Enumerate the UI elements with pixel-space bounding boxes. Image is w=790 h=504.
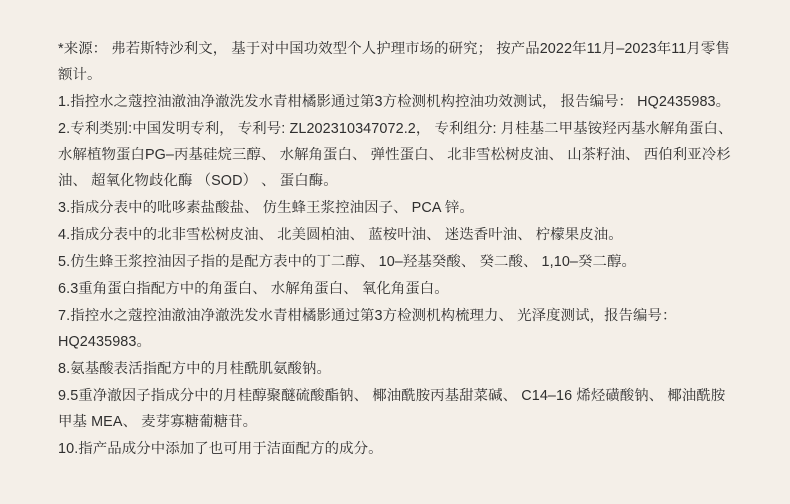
disclaimer-list xyxy=(58,36,736,462)
list-item: *来源： 弗若斯特沙利文， 基于对中国功效型个人护理市场的研究； 按产品2022年11月–2023年11月零售额计。 xyxy=(58,41,730,83)
list-item: 5.仿生蜂王浆控油因子指的是配方表中的丁二醇、 10–羟基癸酸、 癸二酸、 1,10–癸二醇。 xyxy=(58,254,637,270)
list-item: 2.专利类别:中国发明专利， 专利号: ZL202310347072.2， 专利组分: 月桂基二甲基铵羟丙基水解角蛋白、 水解植物蛋白PG–丙基硅烷三醇、 水解角蛋白、 弹性蛋白、 北非雪松树皮油、 山茶籽油、 西伯利亚冷杉油、 超氧化物歧化酶 （SOD） 、 蛋白酶。 xyxy=(58,121,733,189)
list-item: 7.指控水之蔻控油澈油净澈洗发水青柑橘影通过第3方检测机构梳理力、 光泽度测试，报告编号： HQ2435983。 xyxy=(58,308,677,350)
list-item: 1.指控水之蔻控油澈油净澈洗发水青柑橘影通过第3方检测机构控油功效测试， 报告编号： HQ2435983。 xyxy=(58,94,731,110)
list-item: 4.指成分表中的北非雪松树皮油、 北美圆柏油、 蓝桉叶油、 迷迭香叶油、 柠檬果皮油。 xyxy=(58,227,623,243)
list-item: 6.3重角蛋白指配方中的角蛋白、 水解角蛋白、 氧化角蛋白。 xyxy=(58,281,449,297)
list-item: 9.5重净澈因子指成分中的月桂醇聚醚硫酸酯钠、 椰油酰胺丙基甜菜碱、 C14–16 烯烃磺酸钠、 椰油酰胺甲基 MEA、 麦芽寡糖葡糖苷。 xyxy=(58,388,726,430)
list-item: 10.指产品成分中添加了也可用于洁面配方的成分。 xyxy=(58,441,383,457)
list-item: 3.指成分表中的吡哆素盐酸盐、 仿生蜂王浆控油因子、 PCA 锌。 xyxy=(58,200,474,216)
list-item: 8.氨基酸表活指配方中的月桂酰肌氨酸钠。 xyxy=(58,361,332,377)
